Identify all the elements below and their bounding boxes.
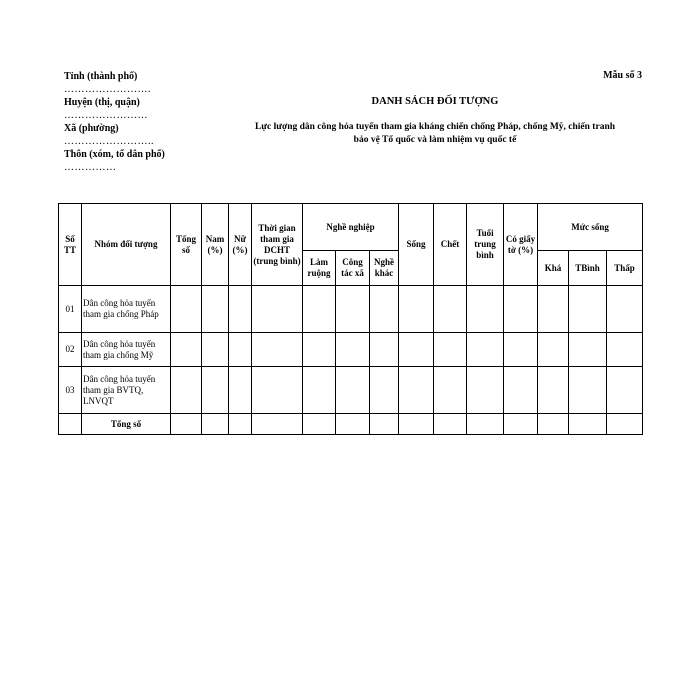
cell (434, 333, 467, 367)
header-occupation: Nghề nghiệp (303, 204, 399, 251)
cell (202, 414, 229, 435)
header-avg-age: Tuổi trung bình (467, 204, 504, 286)
form-number: Mẫu số 3 (603, 70, 642, 81)
table-row (59, 367, 643, 414)
province-label: Tỉnh (thành phố) (64, 71, 138, 82)
header-living-good: Khá (538, 251, 569, 286)
header-total: Tổng số (171, 204, 202, 286)
subtitle-line-1: Lực lượng dân công hỏa tuyến tham gia kháng chiến chống Pháp, chống Mỹ, chiến tranh (254, 122, 616, 132)
cell (569, 414, 607, 435)
cell (504, 333, 538, 367)
cell (504, 367, 538, 414)
cell (59, 414, 82, 435)
cell (202, 367, 229, 414)
header-alive: Sống (399, 204, 434, 286)
cell (399, 286, 434, 333)
cell (504, 414, 538, 435)
cell (202, 286, 229, 333)
row-group: Dân công hỏa tuyến tham gia chống Mỹ (82, 333, 171, 367)
header-stt: Số TT (59, 204, 82, 286)
cell (538, 414, 569, 435)
cell (252, 333, 303, 367)
header-male: Nam (%) (202, 204, 229, 286)
cell (303, 414, 336, 435)
commune-label: Xã (phường) (64, 123, 119, 134)
cell (434, 367, 467, 414)
cell (607, 367, 643, 414)
cell (303, 286, 336, 333)
cell (229, 333, 252, 367)
page-subtitle (220, 121, 650, 147)
cell (171, 367, 202, 414)
page-title: DANH SÁCH ĐỐI TƯỢNG (371, 96, 499, 107)
locality-info (64, 70, 244, 174)
cell (370, 286, 399, 333)
hamlet-label: Thôn (xóm, tổ dân phố) (64, 149, 165, 160)
cell (171, 414, 202, 435)
cell (467, 414, 504, 435)
cell (467, 367, 504, 414)
subjects-table (58, 203, 643, 435)
commune-dots: …………………….. (64, 136, 154, 147)
cell (434, 414, 467, 435)
province-dots: ……………………. (64, 84, 151, 95)
cell (569, 286, 607, 333)
row-number: 03 (59, 367, 82, 414)
row-number: 01 (59, 286, 82, 333)
header-dead: Chết (434, 204, 467, 286)
cell (229, 286, 252, 333)
total-row (59, 414, 643, 435)
cell (303, 333, 336, 367)
cell (336, 286, 370, 333)
header-living-low: Thấp (607, 251, 643, 286)
cell (467, 286, 504, 333)
table-row (59, 333, 643, 367)
cell (607, 414, 643, 435)
header-duration: Thời gian tham gia DCHT (trung bình) (252, 204, 303, 286)
header-living: Mức sống (538, 204, 643, 251)
header-occ-farming: Làm ruộng (303, 251, 336, 286)
cell (399, 414, 434, 435)
cell (607, 333, 643, 367)
district-label: Huyện (thị, quận) (64, 97, 140, 108)
cell (538, 286, 569, 333)
subtitle-line-2: bảo vệ Tổ quốc và làm nhiệm vụ quốc tế (353, 135, 517, 145)
cell (229, 367, 252, 414)
cell (434, 286, 467, 333)
cell (171, 286, 202, 333)
cell (336, 414, 370, 435)
cell (252, 286, 303, 333)
cell (399, 367, 434, 414)
cell (202, 333, 229, 367)
row-number: 02 (59, 333, 82, 367)
header-occ-social: Công tác xã (336, 251, 370, 286)
cell (370, 333, 399, 367)
cell (370, 367, 399, 414)
cell (252, 414, 303, 435)
cell (370, 414, 399, 435)
cell (607, 286, 643, 333)
cell (569, 367, 607, 414)
cell (171, 333, 202, 367)
header-group: Nhóm đối tượng (82, 204, 171, 286)
cell (303, 367, 336, 414)
cell (504, 286, 538, 333)
table-row (59, 286, 643, 333)
cell (229, 414, 252, 435)
cell (399, 333, 434, 367)
cell (252, 367, 303, 414)
cell (336, 367, 370, 414)
cell (336, 333, 370, 367)
cell (538, 333, 569, 367)
header-living-avg: TBình (569, 251, 607, 286)
row-group: Dân công hỏa tuyến tham gia BVTQ, LNVQT (82, 367, 171, 414)
cell (569, 333, 607, 367)
header-occ-other: Nghề khác (370, 251, 399, 286)
cell (467, 333, 504, 367)
cell (538, 367, 569, 414)
district-dots: …………………… (64, 110, 148, 121)
header-female: Nữ (%) (229, 204, 252, 286)
total-label: Tổng số (82, 414, 171, 435)
hamlet-dots: …………… (64, 162, 117, 173)
header-has-papers: Có giấy tờ (%) (504, 204, 538, 286)
row-group: Dân công hỏa tuyến tham gia chống Pháp (82, 286, 171, 333)
